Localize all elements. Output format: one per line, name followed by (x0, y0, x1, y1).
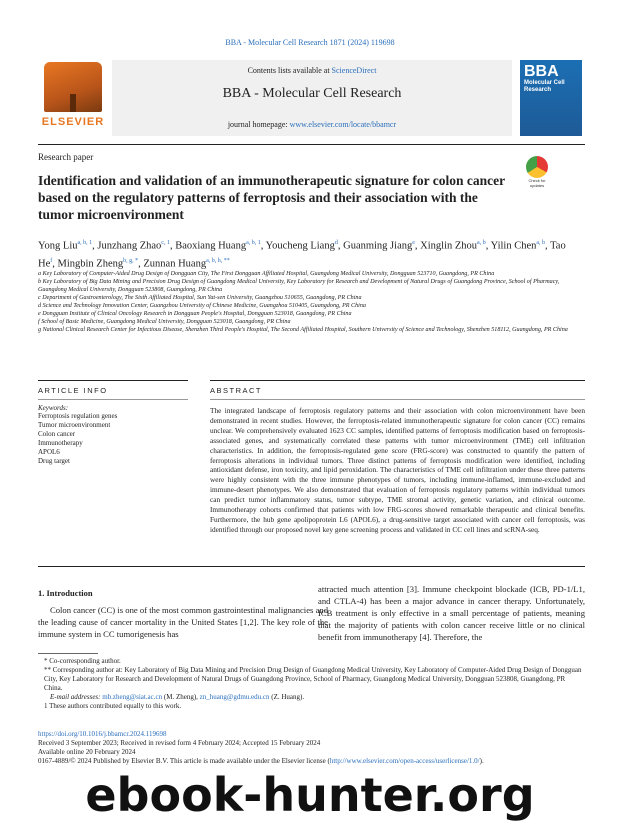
affiliation-item: f School of Basic Medicine, Guangdong Medical University, Dongguan 523018, Guangdong, PR China (38, 319, 291, 325)
info-divider (38, 380, 188, 381)
affiliation-item: b Key Laboratory of Big Data Mining and Precision Drug Design of Guangdong Medical University, Key Laboratory for Research and Development of Natural Drugs of Guangdong Province, School of Pharmacy, Guangdong Medical University, Dongguan 523808, Guangdong, PR China (38, 279, 560, 293)
keywords-list (38, 412, 188, 466)
sciencedirect-link[interactable]: ScienceDirect (331, 66, 377, 75)
contents-prefix: Contents lists available at (247, 66, 332, 75)
author-name[interactable]: Baoxiang Huang (175, 240, 247, 252)
author-affiliation-marker[interactable]: c, 1 (161, 240, 170, 246)
intro-right-column: attracted much attention [3]. Immune checkpoint blockade (ICB, PD-1/L1, and CTLA-4) has been a major advance in cancer therapy. Unfortunately, ICB treatment is only effective in a small percentage of patients, meaning that the majority of patients with colon cancer receive little or no clinical benefit from immunotherapy [4]. Therefore, the (318, 584, 585, 642)
keywords-label: Keywords: (38, 404, 69, 412)
intro-left-column: Colon cancer (CC) is one of the most common gastrointestinal malignancies and the leading cause of cancer mortality in the United States [1,2]. The key role of the immune system in CC tumorigenesis has (38, 605, 328, 639)
affiliation-list (38, 270, 585, 334)
keyword-item: Tumor microenvironment (38, 421, 111, 429)
license-suffix: ). (479, 757, 484, 765)
footnote-co-corresponding: * Co-corresponding author. (44, 657, 121, 665)
keyword-item: Colon cancer (38, 430, 76, 438)
cover-title: BBA (524, 63, 559, 80)
footnote-equal-contribution: 1 These authors contributed equally to this work. (44, 702, 182, 710)
author-name[interactable]: Zunnan Huang (143, 258, 207, 269)
homepage-line (112, 120, 512, 129)
license-line (38, 757, 585, 766)
available-online: Available online 20 February 2024 (38, 748, 136, 756)
keyword-item: Immunotherapy (38, 439, 83, 447)
crossmark-label: Check for updates (528, 178, 546, 188)
keyword-item: Ferroptosis regulation genes (38, 412, 118, 420)
author-affiliation-marker[interactable]: a, b (536, 240, 546, 246)
article-meta (38, 730, 585, 766)
abstract-text: The integrated landscape of ferroptosis regulatory patterns and their association with colon microenvironment have been demonstrated in recent studies. However, the ferroptosis-related immunotherapeutic signature for colon cancer (CC) remains unclear. We comprehensively evaluated 1623 CC samples, identified patterns of ferroptosis modification based on ferroptosis-associated genes, and systematically correlated these patterns with tumor microenvironment (TME) cell infiltration characteristics. In addition, the ferroptosis-regulated gene score (FRG-score) was constructed to quantify the pattern of ferroptosis alterations in individual tumors. Three distinct patterns of ferroptosis modification were identified, including antioxidant defense, iron toxicity, and lipid peroxidation. The characteristics of TME cell infiltration under these three patterns were highly consistent with the three immune phenotypes of tumors, including immune-inflamed, immune-excluded and immune-desert phenotypes. We also demonstrated that evaluation of ferroptosis regulatory patterns within individual tumors can predict tumor inflammatory status, tumor subtype, TME stromal activity, genetic variation, and clinical outcome. Immunotherapy cohorts confirmed that patients with low FRG-scores showed remarkable therapeutic and clinical benefits. Furthermore, the hub gene apolipoprotein L6 (APOL6), a drug-sensitive target associated with cancer cell ferroptosis, was identified through our proposed novel key gene screening process and validated in CC cell lines and scRNA-seq. (210, 406, 585, 534)
journal-info-box (112, 60, 512, 136)
introduction-heading: 1. Introduction (38, 588, 93, 598)
author-affiliation-marker[interactable]: b, g, * (123, 257, 139, 264)
author-affiliation-marker[interactable]: f (50, 257, 53, 264)
received-dates: Received 3 September 2023; Received in revised form 4 February 2024; Accepted 15 February 2024 (38, 739, 321, 747)
affiliation-item: d Science and Technology Innovation Center, Guangzhou University of Chinese Medicine, Guangzhou 510405, Guangdong, PR China (38, 303, 366, 309)
author-affiliation-marker[interactable]: a, b (477, 240, 486, 246)
homepage-link[interactable]: www.elsevier.com/locate/bbamcr (289, 120, 397, 129)
email-who-huang: (Z. Huang). (271, 693, 305, 701)
author-name[interactable]: Guanming Jiang (343, 240, 413, 252)
publisher-logo-text: ELSEVIER (41, 116, 105, 128)
author-name[interactable]: Mingbin Zheng (57, 258, 124, 269)
author-affiliation-marker[interactable]: e (412, 240, 415, 246)
affiliation-item: a Key Laboratory of Computer-Aided Drug Design of Dongguan City, The First Dongguan Affiliated Hospital, Guangdong Medical University, Dongguan 523710, Guangdong, PR China (38, 271, 495, 277)
footnotes (38, 657, 585, 711)
author-name[interactable]: Yilin Chen (490, 240, 537, 252)
footnote-corresponding: ** Corresponding author at: Key Laboratory of Big Data Mining and Precision Drug Design of Guangdong Medical University, Key Laboratory of Computer-Aided Drug Design of Dongguan City, Key Laboratory for Research and Development of Natural Drugs of Guangdong Province, School of Pharmacy, Guangdong Medical University, Dongguan 523808, Guangdong, PR China. (44, 666, 582, 692)
article-type: Research paper (38, 152, 94, 162)
license-link[interactable]: http://www.elsevier.com/open-access/userlicense/1.0/ (329, 757, 480, 765)
email-line (38, 693, 585, 702)
journal-cover (520, 60, 582, 136)
affiliation-item: e Dongguan Institute of Clinical Oncology Research in Dongguan People's Hospital, Dongguan 523018, Guangdong, PR China (38, 311, 352, 317)
email-link-zheng[interactable]: mb.zheng@siat.ac.cn (102, 693, 163, 701)
journal-header (38, 60, 585, 140)
author-affiliation-marker[interactable]: d (334, 240, 338, 246)
cover-subtitle: Molecular Cell Research (524, 80, 565, 93)
keywords-block (38, 404, 188, 466)
crossmark-badge[interactable] (522, 156, 552, 186)
affiliation-item: g National Clinical Research Center for Infectious Disease, Shenzhen Third People's Hospital, The Second Affiliated Hospital, Southern University of Science and Technology, Shenzhen 518112, Guangdong, PR China (38, 327, 568, 333)
body-divider (38, 566, 585, 567)
email-link-huang[interactable]: zn_huang@gdmu.edu.cn (199, 693, 270, 701)
abstract-subdivider (210, 399, 585, 400)
watermark: ebook-hunter.org (85, 768, 535, 822)
license-prefix: 0167-4889/© 2024 Published by Elsevier B.V. This article is made available under the Elsevier license ( (38, 757, 330, 765)
author-affiliation-marker[interactable]: a, b, 1 (77, 240, 93, 246)
contents-line (112, 66, 512, 75)
tree-icon (44, 62, 102, 112)
author-affiliation-marker[interactable]: a, b, 1 (246, 240, 261, 246)
crossmark-icon (526, 156, 548, 178)
footnote-divider (38, 653, 98, 654)
article-info-heading: ARTICLE INFO (38, 386, 108, 395)
email-who-zheng: (M. Zheng), (163, 693, 198, 701)
keyword-item: APOL6 (38, 448, 60, 456)
author-name[interactable]: Youcheng Liang (265, 240, 335, 252)
homepage-prefix: journal homepage: (227, 120, 290, 129)
doi-link[interactable]: https://doi.org/10.1016/j.bbamcr.2024.119698 (38, 730, 167, 738)
author-name[interactable]: Tao He (38, 240, 566, 269)
abstract-heading: ABSTRACT (210, 386, 263, 395)
author-name[interactable]: Yong Liu (38, 240, 78, 252)
article-title: Identification and validation of an immunotherapeutic signature for colon cancer based on the regulatory patterns of ferroptosis and their association with the tumor microenvironment (38, 173, 505, 222)
keyword-item: Drug target (38, 457, 70, 465)
affiliation-item: c Department of Gastroenterology, The Sixth Affiliated Hospital, Sun Yat-sen University, Guangzhou 510655, Guangdong, PR China (38, 295, 362, 301)
journal-title: BBA - Molecular Cell Research (222, 86, 402, 101)
header-divider (38, 144, 585, 145)
author-name[interactable]: Junzhang Zhao (97, 240, 162, 252)
info-subdivider (38, 399, 188, 400)
author-affiliation-marker[interactable]: a, b, h, ** (206, 257, 230, 264)
abstract-divider (210, 380, 585, 381)
email-label: E-mail addresses: (50, 693, 101, 701)
journal-citation[interactable]: BBA - Molecular Cell Research 1871 (2024) 119698 (225, 38, 395, 47)
elsevier-logo (38, 60, 108, 136)
author-list: Yong Liu$^{a, b, 1}$, Junzhang Zhao$^{c, 1}$, Baoxiang Huang$^{a, b, 1}$, Youcheng Liang$^d$, Guanming Jiang$^e$, Xinglin Zhou$^{a, b}$, Yilin Chen$^{a, b}$, Tao He$^f$, Mingbin Zheng$^{b, g, *}$, Zunnan Huang$^{a, b, h, **}$ (38, 240, 566, 269)
author-name[interactable]: Xinglin Zhou (420, 240, 478, 252)
